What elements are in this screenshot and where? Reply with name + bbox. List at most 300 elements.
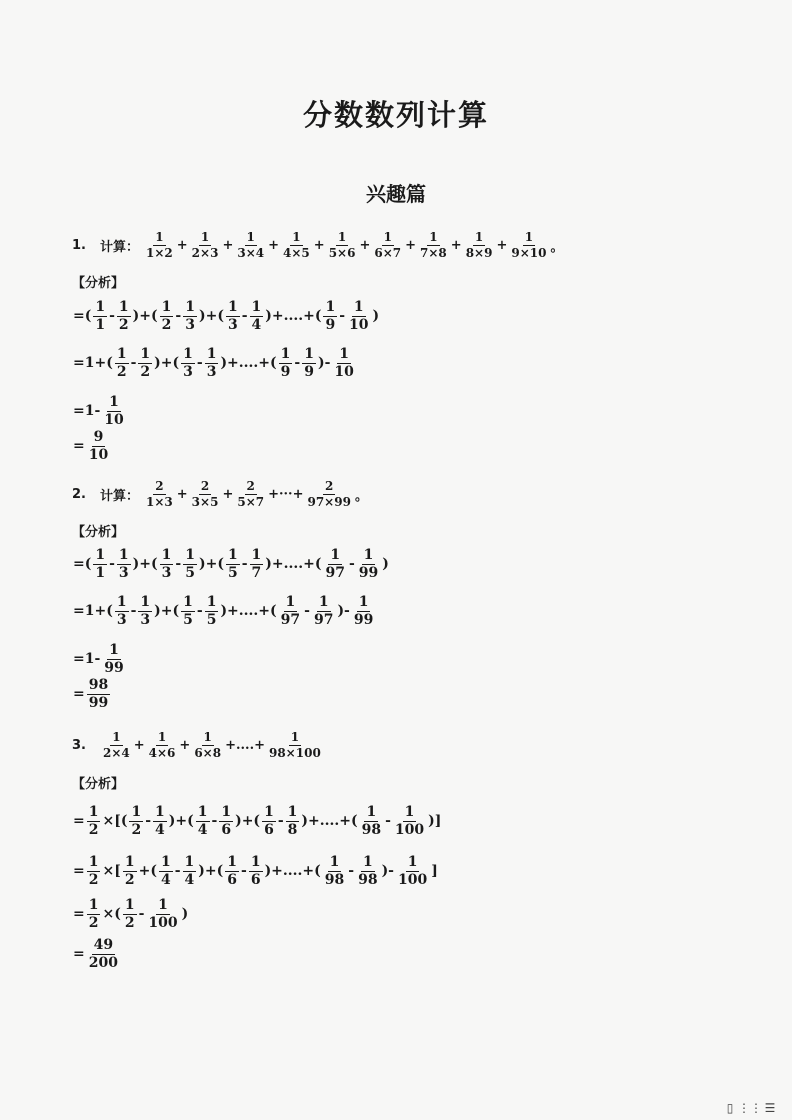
denominator: 10	[349, 316, 369, 333]
fraction	[181, 595, 195, 627]
denominator: 3	[118, 564, 129, 581]
fraction	[352, 595, 375, 627]
numerator: 1	[362, 854, 373, 870]
numerator: 1	[325, 299, 336, 315]
numerator: 1	[183, 346, 193, 362]
numerator: 1	[250, 854, 261, 870]
denominator: 3×5	[191, 494, 219, 509]
numerator: 1	[206, 346, 217, 362]
numerator: 49	[93, 937, 114, 953]
denominator: 7	[251, 564, 262, 581]
operator: ×[	[102, 863, 121, 880]
solution-step	[72, 548, 390, 580]
solution-step	[72, 395, 127, 427]
numerator: 1	[203, 730, 212, 744]
fraction	[332, 347, 355, 379]
fraction	[102, 643, 125, 675]
denominator: 4×6	[148, 745, 176, 760]
denominator: 3	[140, 611, 151, 628]
denominator: 9	[304, 363, 314, 380]
operator: )-	[317, 355, 331, 372]
denominator: 10	[334, 363, 354, 380]
operator: -	[145, 813, 152, 830]
solution-step	[72, 430, 111, 462]
fraction	[372, 231, 403, 259]
operator: )	[382, 556, 389, 573]
section-subtitle: 兴趣篇	[366, 182, 426, 206]
solution-step	[72, 347, 357, 379]
operator: )	[372, 308, 380, 325]
fraction	[226, 300, 240, 332]
problem-prefix: 计算：	[99, 488, 139, 504]
analysis-label: 【分析】	[72, 276, 125, 291]
numerator: 1	[197, 804, 208, 820]
operator: )-	[381, 863, 394, 880]
numerator: 1	[88, 897, 99, 913]
fraction	[279, 595, 302, 627]
denominator: 3	[183, 363, 193, 380]
operator: -	[385, 813, 391, 830]
numerator: 1	[118, 547, 129, 563]
numerator: 2	[246, 479, 255, 493]
fraction	[138, 595, 152, 627]
fraction	[235, 480, 266, 508]
numerator: 1	[227, 854, 237, 870]
denominator: 2	[88, 821, 99, 838]
operator: =(	[73, 308, 92, 325]
denominator: 98	[324, 871, 345, 888]
denominator: 2	[118, 316, 129, 333]
numerator: 1	[155, 804, 165, 820]
denominator: 97	[325, 564, 345, 581]
fraction	[159, 855, 173, 887]
fraction	[115, 347, 129, 379]
numerator: 2	[155, 479, 164, 493]
fraction	[183, 300, 197, 332]
operator: )+(	[198, 556, 224, 573]
operator: )+(	[132, 556, 158, 573]
numerator: 1	[160, 854, 171, 870]
fraction	[418, 231, 449, 259]
fraction	[87, 855, 101, 887]
denominator: 4	[251, 316, 262, 333]
operator: =	[73, 686, 85, 703]
fraction	[302, 347, 316, 379]
fraction	[147, 731, 178, 759]
operator: +(	[138, 863, 157, 880]
denominator: 3	[161, 564, 172, 581]
fraction	[262, 805, 276, 837]
denominator: 100	[394, 821, 425, 838]
numerator: 1	[366, 804, 377, 820]
analysis-label: 【分析】	[72, 525, 125, 540]
operator: )+....+(	[220, 603, 277, 620]
numerator: 1	[358, 594, 369, 610]
numerator: 1	[200, 230, 210, 244]
operator: )+(	[235, 813, 261, 830]
fraction	[87, 805, 101, 837]
fraction	[190, 480, 221, 508]
numerator: 1	[251, 547, 262, 563]
numerator: 1	[88, 854, 99, 870]
denominator: 98	[361, 821, 382, 838]
operator: )+(	[154, 355, 180, 372]
operator: -	[241, 308, 248, 325]
numerator: 1	[184, 854, 195, 870]
fraction	[323, 548, 346, 580]
numerator: 1	[304, 346, 314, 362]
denominator: 97	[280, 611, 301, 628]
fraction	[225, 855, 239, 887]
fraction	[235, 231, 266, 259]
operator: +	[176, 486, 188, 502]
denominator: 4	[155, 821, 165, 838]
numerator: 1	[124, 897, 135, 913]
denominator: 2	[88, 871, 99, 888]
problem-number: 3.	[72, 737, 86, 753]
solution-step	[72, 938, 121, 970]
operator: -	[138, 906, 145, 923]
numerator: 1	[109, 394, 119, 410]
operator: 。	[550, 239, 564, 255]
denominator: 8	[287, 821, 298, 838]
denominator: 98×100	[268, 745, 321, 760]
denominator: 5	[185, 564, 195, 581]
problem-number: 2.	[72, 486, 86, 502]
operator: ×(	[102, 906, 121, 923]
fraction	[93, 300, 107, 332]
operator: +....+	[225, 737, 265, 753]
numerator: 1	[158, 897, 168, 913]
numerator: 98	[88, 677, 109, 693]
numerator: 1	[155, 230, 164, 244]
fraction	[87, 898, 101, 930]
fraction	[144, 231, 175, 259]
fraction	[123, 855, 137, 887]
fraction	[192, 731, 223, 759]
numerator: 1	[227, 299, 238, 315]
numerator: 1	[109, 642, 119, 658]
operator: -	[174, 863, 181, 880]
operator: -	[277, 813, 284, 830]
denominator: 100	[148, 914, 178, 931]
operator: )+(	[198, 308, 224, 325]
fraction	[196, 805, 210, 837]
numerator: 1	[318, 594, 329, 610]
fraction	[219, 805, 233, 837]
denominator: 4	[160, 871, 171, 888]
operator: -	[109, 556, 115, 573]
denominator: 5×7	[237, 494, 265, 509]
operator: =1+(	[73, 603, 113, 620]
operator: +	[222, 486, 234, 502]
fraction	[323, 855, 346, 887]
operator: -	[211, 813, 218, 830]
numerator: 1	[116, 346, 127, 362]
denominator: 6×8	[194, 745, 222, 760]
denominator: 4×5	[283, 245, 310, 260]
problem-2	[72, 480, 369, 508]
solution-step	[72, 678, 111, 710]
numerator: 1	[251, 299, 262, 315]
numerator: 1	[287, 804, 298, 820]
operator: =	[73, 906, 85, 923]
numerator: 1	[131, 804, 142, 820]
operator: -	[304, 603, 310, 620]
numerator: 1	[157, 730, 167, 744]
fraction	[102, 395, 125, 427]
denominator: 99	[353, 611, 374, 628]
denominator: 9	[325, 316, 336, 333]
operator: +	[450, 237, 462, 253]
numerator: 1	[524, 230, 534, 244]
fraction	[509, 231, 548, 259]
problem-prefix: 计算：	[99, 239, 139, 255]
fraction	[312, 595, 335, 627]
denominator: 2	[161, 316, 172, 333]
grid-icon[interactable]: ⋮⋮	[738, 1101, 762, 1115]
fraction	[183, 548, 197, 580]
denominator: 3	[206, 363, 217, 380]
solution-step	[72, 855, 439, 887]
operator: -	[339, 308, 346, 325]
fraction	[117, 300, 131, 332]
fraction	[360, 805, 383, 837]
fraction	[87, 938, 120, 970]
operator: -	[175, 308, 182, 325]
operator: -	[348, 556, 355, 573]
numerator: 1	[161, 547, 172, 563]
denominator: 3	[116, 611, 127, 628]
fraction	[160, 300, 174, 332]
operator: -	[241, 556, 248, 573]
solution-step	[72, 643, 127, 675]
denominator: 99	[88, 694, 109, 711]
operator: =	[73, 438, 85, 455]
numerator: 1	[429, 230, 438, 244]
denominator: 6	[221, 821, 232, 838]
fraction	[356, 855, 379, 887]
denominator: 5×6	[328, 245, 356, 260]
denominator: 6	[250, 871, 261, 888]
numerator: 1	[221, 804, 232, 820]
fraction	[205, 347, 219, 379]
operator: +	[179, 737, 191, 753]
fraction	[138, 347, 152, 379]
viewer-toolbar	[722, 1100, 778, 1116]
operator: +···+	[268, 486, 304, 502]
numerator: 1	[185, 547, 195, 563]
operator: ×[(	[102, 813, 128, 830]
problem-3	[72, 731, 324, 759]
fraction	[267, 731, 323, 759]
denominator: 5	[183, 611, 193, 628]
fraction	[281, 231, 312, 259]
denominator: 97×99	[307, 494, 351, 509]
denominator: 4	[197, 821, 208, 838]
fraction	[117, 548, 131, 580]
solution-step	[72, 300, 380, 332]
denominator: 10	[88, 446, 109, 463]
fraction	[357, 548, 380, 580]
numerator: 1	[124, 854, 135, 870]
denominator: 5	[227, 564, 238, 581]
denominator: 2	[116, 363, 127, 380]
numerator: 1	[246, 230, 255, 244]
denominator: 9	[280, 363, 291, 380]
denominator: 99	[104, 659, 124, 676]
denominator: 3×4	[237, 245, 265, 260]
numerator: 1	[339, 346, 350, 362]
fraction	[250, 548, 264, 580]
denominator: 1	[95, 564, 106, 581]
operator: +	[268, 237, 280, 253]
operator: )+....+(	[265, 556, 322, 573]
operator: -	[130, 603, 137, 620]
operator: )+(	[154, 603, 180, 620]
denominator: 1×3	[146, 494, 173, 509]
numerator: 1	[329, 854, 340, 870]
numerator: 1	[383, 230, 392, 244]
numerator: 1	[112, 730, 121, 744]
operator: =	[73, 946, 85, 963]
denominator: 9×10	[511, 245, 547, 260]
view-icon[interactable]: ▯	[726, 1101, 734, 1115]
operator: )+(	[132, 308, 158, 325]
numerator: 2	[200, 479, 210, 493]
fraction	[123, 898, 137, 930]
numerator: 1	[118, 299, 129, 315]
fraction	[87, 430, 110, 462]
fraction	[323, 300, 337, 332]
fraction	[279, 347, 293, 379]
operator: =(	[73, 556, 92, 573]
fraction	[190, 231, 221, 259]
operator: )	[181, 906, 189, 923]
fraction	[146, 898, 179, 930]
operator: +	[405, 237, 417, 253]
denominator: 10	[104, 411, 124, 428]
denominator: 2	[140, 363, 151, 380]
fraction	[393, 805, 426, 837]
fraction	[181, 347, 195, 379]
denominator: 99	[358, 564, 379, 581]
denominator: 6×7	[374, 245, 402, 260]
operator: -	[130, 355, 137, 372]
numerator: 1	[353, 299, 364, 315]
operator: =	[73, 863, 85, 880]
operator: -	[294, 355, 301, 372]
numerator: 1	[292, 230, 301, 244]
fraction	[129, 805, 143, 837]
denominator: 1	[95, 316, 106, 333]
fraction	[327, 231, 358, 259]
operator: -	[175, 556, 182, 573]
denominator: 8×9	[465, 245, 493, 260]
denominator: 6	[227, 871, 237, 888]
numerator: 1	[407, 854, 418, 870]
numerator: 1	[140, 594, 151, 610]
numerator: 1	[161, 299, 172, 315]
numerator: 1	[330, 547, 341, 563]
operator: )+....+(	[301, 813, 358, 830]
operator: )+....+(	[264, 863, 321, 880]
operator: +	[496, 237, 508, 253]
operator: =	[73, 813, 85, 830]
fraction	[160, 548, 174, 580]
operator: -	[196, 355, 203, 372]
denominator: 2	[88, 914, 99, 931]
numerator: 1	[140, 346, 151, 362]
fraction	[249, 855, 263, 887]
numerator: 1	[474, 230, 484, 244]
fraction	[87, 678, 110, 710]
numerator: 1	[206, 594, 217, 610]
menu-icon[interactable]: ☰	[764, 1101, 776, 1115]
numerator: 1	[227, 547, 238, 563]
fraction	[93, 548, 107, 580]
operator: =1-	[73, 651, 101, 668]
operator: ]	[431, 863, 438, 880]
operator: 。	[354, 488, 368, 504]
numerator: 1	[404, 804, 415, 820]
numerator: 1	[88, 804, 99, 820]
page-title: 分数数列计算	[302, 98, 489, 132]
fraction	[464, 231, 495, 259]
operator: +	[313, 237, 325, 253]
fraction	[144, 480, 175, 508]
denominator: 2×4	[102, 745, 130, 760]
problem-1	[72, 231, 565, 259]
denominator: 2	[124, 914, 135, 931]
operator: )+(	[168, 813, 194, 830]
solution-step	[72, 595, 376, 627]
numerator: 1	[280, 346, 291, 362]
fraction	[250, 300, 264, 332]
numerator: 1	[337, 230, 347, 244]
denominator: 97	[313, 611, 334, 628]
denominator: 3	[185, 316, 195, 333]
denominator: 1×2	[146, 245, 173, 260]
solution-step	[72, 805, 442, 837]
operator: +	[359, 237, 371, 253]
numerator: 1	[290, 730, 300, 744]
denominator: 2×3	[191, 245, 219, 260]
numerator: 1	[95, 299, 106, 315]
fraction	[305, 480, 352, 508]
denominator: 6	[264, 821, 274, 838]
fraction	[205, 595, 219, 627]
operator: -	[109, 308, 115, 325]
denominator: 200	[88, 954, 118, 971]
operator: )+(	[198, 863, 224, 880]
numerator: 1	[183, 594, 193, 610]
numerator: 1	[264, 804, 274, 820]
operator: )+....+(	[265, 308, 322, 325]
operator: =1-	[73, 403, 101, 420]
denominator: 2	[124, 871, 135, 888]
operator: +	[176, 237, 188, 253]
operator: )]	[428, 813, 442, 830]
numerator: 1	[185, 299, 195, 315]
operator: )-	[337, 603, 350, 620]
fraction	[347, 300, 370, 332]
numerator: 1	[363, 547, 374, 563]
denominator: 98	[358, 871, 378, 888]
operator: +	[133, 737, 145, 753]
fraction	[286, 805, 300, 837]
operator: -	[196, 603, 203, 620]
